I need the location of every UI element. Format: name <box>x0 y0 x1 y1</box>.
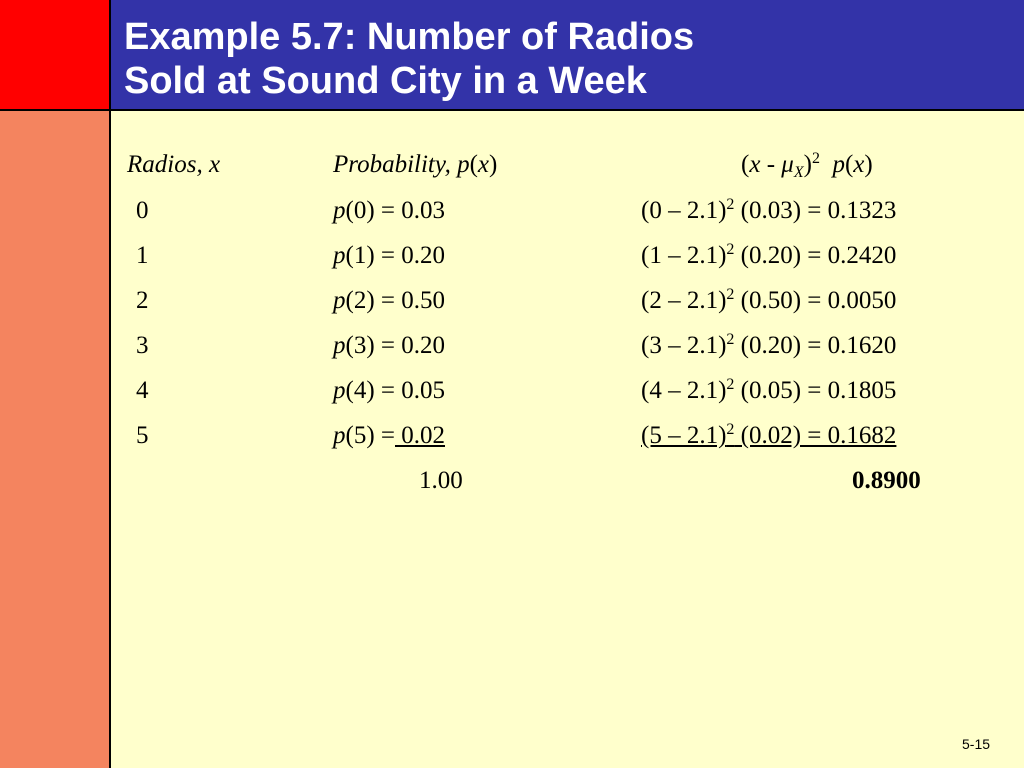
row-variance-term: (0 – 2.1)$^2$ (0.03) = 0.1323 <box>641 196 897 224</box>
probability-total: 1.00 <box>419 467 463 494</box>
row-variance-term: (4 – 2.1)$^2$ (0.05) = 0.1805 <box>641 376 897 404</box>
row-x-value: 2 <box>136 287 149 314</box>
slide-title-line-1: Example 5.7: Number of Radios <box>124 16 695 58</box>
row-probability: p(2) = 0.50 <box>333 287 445 314</box>
row-probability: p(4) = 0.05 <box>333 377 445 404</box>
header-radios: Radios, x <box>127 151 221 178</box>
row-variance-term: (5 – 2.1)$^2$ (0.02) = 0.1682 <box>641 421 897 449</box>
row-variance-term: (2 – 2.1)$^2$ (0.50) = 0.0050 <box>641 286 897 314</box>
header-probability: Probability, p(x) <box>333 151 498 178</box>
slide-title-line-2: Sold at Sound City in a Week <box>124 60 647 102</box>
mu-symbol: μ <box>781 151 794 178</box>
variance-total: 0.8900 <box>852 467 921 494</box>
row-probability: p(0) = 0.03 <box>333 197 445 224</box>
header-variance-term: $(x - \mu_X)^2$ p(x) <box>741 150 873 181</box>
left-accent-bar <box>0 111 111 768</box>
row-x-value: 0 <box>136 197 149 224</box>
row-variance-term: (3 – 2.1)$^2$ (0.20) = 0.1620 <box>641 331 897 359</box>
row-variance-term: (1 – 2.1)$^2$ (0.20) = 0.2420 <box>641 241 897 269</box>
row-probability: p(3) = 0.20 <box>333 332 445 359</box>
title-corner-block <box>0 0 111 111</box>
row-probability: p(5) = 0.02 <box>333 422 445 449</box>
row-probability: p(1) = 0.20 <box>333 242 445 269</box>
row-x-value: 4 <box>136 377 149 404</box>
slide-number: 5-15 <box>962 736 991 752</box>
row-x-value: 5 <box>136 422 149 449</box>
row-x-value: 3 <box>136 332 149 359</box>
row-x-value: 1 <box>136 242 149 269</box>
